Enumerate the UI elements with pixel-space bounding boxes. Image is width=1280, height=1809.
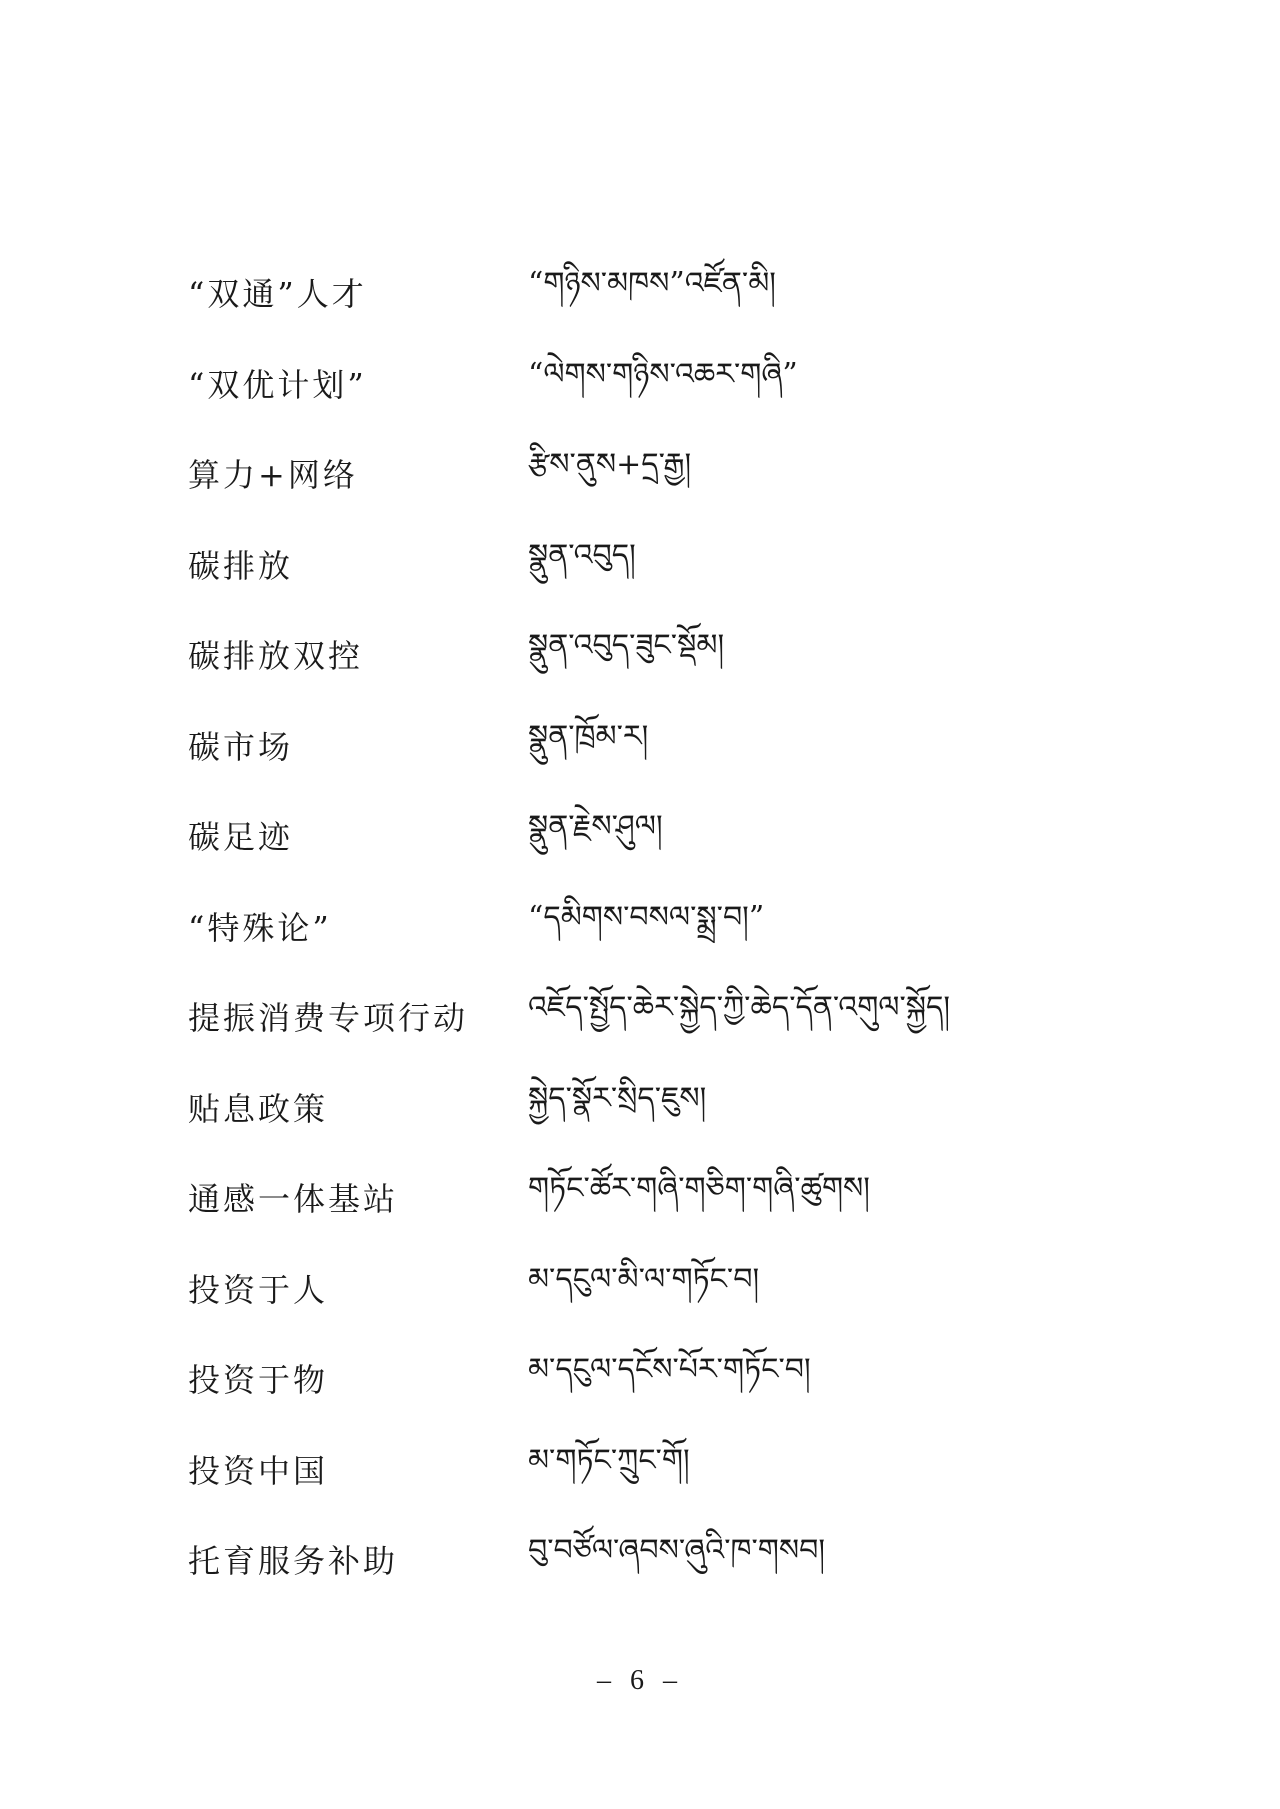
chinese-term: 通感一体基站 bbox=[188, 1180, 399, 1219]
tibetan-term: མ་དངུལ་མི་ལ་གཏོང་བ། bbox=[528, 1261, 760, 1297]
tibetan-term: མ་གཏོང་ཀྲུང་གོ། bbox=[528, 1442, 690, 1478]
tibetan-term: རྩིས་ནུས+དྲ་རྒྱ། bbox=[528, 447, 692, 483]
tibetan-term: སྣུན་འབུད། bbox=[528, 537, 636, 573]
glossary-row bbox=[188, 338, 1088, 429]
tibetan-term: འཇོད་སྤྱོད་ཆེར་སྐྱེད་ཀྱི་ཆེད་དོན་འགུལ་སྐྱོད། bbox=[528, 990, 951, 1026]
chinese-term: 投资于物 bbox=[188, 1361, 329, 1400]
glossary-row bbox=[188, 1424, 1088, 1515]
chinese-term: “特殊论” bbox=[188, 908, 332, 947]
chinese-term: 托育服务补助 bbox=[188, 1542, 399, 1581]
glossary-row bbox=[188, 1152, 1088, 1243]
chinese-term: 贴息政策 bbox=[188, 1089, 329, 1128]
tibetan-term: གཏོང་ཚོར་གཞི་གཅིག་གཞི་ཚུགས། bbox=[528, 1171, 870, 1207]
tibetan-term: སྐྱེད་སྣོར་སྲིད་ཇུས། bbox=[528, 1080, 707, 1116]
chinese-term: 算力+网络 bbox=[188, 456, 358, 495]
glossary-row bbox=[188, 1062, 1088, 1153]
chinese-term: 投资中国 bbox=[188, 1451, 329, 1490]
page-number: – 6 – bbox=[597, 1665, 683, 1696]
tibetan-term: “དམིགས་བསལ་སྨྲ་བ།” bbox=[528, 899, 765, 935]
chinese-term: 碳足迹 bbox=[188, 818, 294, 857]
tibetan-term: སྣུན་ཁྲོམ་ར། bbox=[528, 718, 649, 754]
glossary-table bbox=[188, 247, 1088, 1605]
glossary-row bbox=[188, 971, 1088, 1062]
chinese-term: “双优计划” bbox=[188, 365, 367, 404]
glossary-row bbox=[188, 881, 1088, 972]
chinese-term: 碳排放双控 bbox=[188, 637, 364, 676]
tibetan-term: སྣུན་རྗེས་ཤུལ། bbox=[528, 809, 663, 845]
glossary-row bbox=[188, 700, 1088, 791]
chinese-term: 投资于人 bbox=[188, 1270, 329, 1309]
chinese-term: 碳排放 bbox=[188, 546, 294, 585]
tibetan-term: བུ་བཙོལ་ཞབས་ཞུའི་ཁ་གསབ། bbox=[528, 1533, 826, 1569]
glossary-row bbox=[188, 247, 1088, 338]
glossary-row bbox=[188, 428, 1088, 519]
tibetan-term: “ལེགས་གཉིས་འཆར་གཞི” bbox=[528, 356, 798, 392]
glossary-row bbox=[188, 609, 1088, 700]
glossary-row bbox=[188, 1514, 1088, 1605]
tibetan-term: མ་དངུལ་དངོས་པོར་གཏོང་བ། bbox=[528, 1352, 811, 1388]
glossary-row bbox=[188, 790, 1088, 881]
glossary-row bbox=[188, 1243, 1088, 1334]
chinese-term: 碳市场 bbox=[188, 727, 294, 766]
tibetan-term: སྣུན་འབུད་ཟུང་སྡོམ། bbox=[528, 628, 725, 664]
tibetan-term: “གཉིས་མཁས”འཛོན་མི། bbox=[528, 266, 776, 302]
glossary-row bbox=[188, 1333, 1088, 1424]
glossary-row bbox=[188, 519, 1088, 610]
chinese-term: “双通”人才 bbox=[188, 275, 367, 314]
chinese-term: 提振消费专项行动 bbox=[188, 999, 469, 1038]
